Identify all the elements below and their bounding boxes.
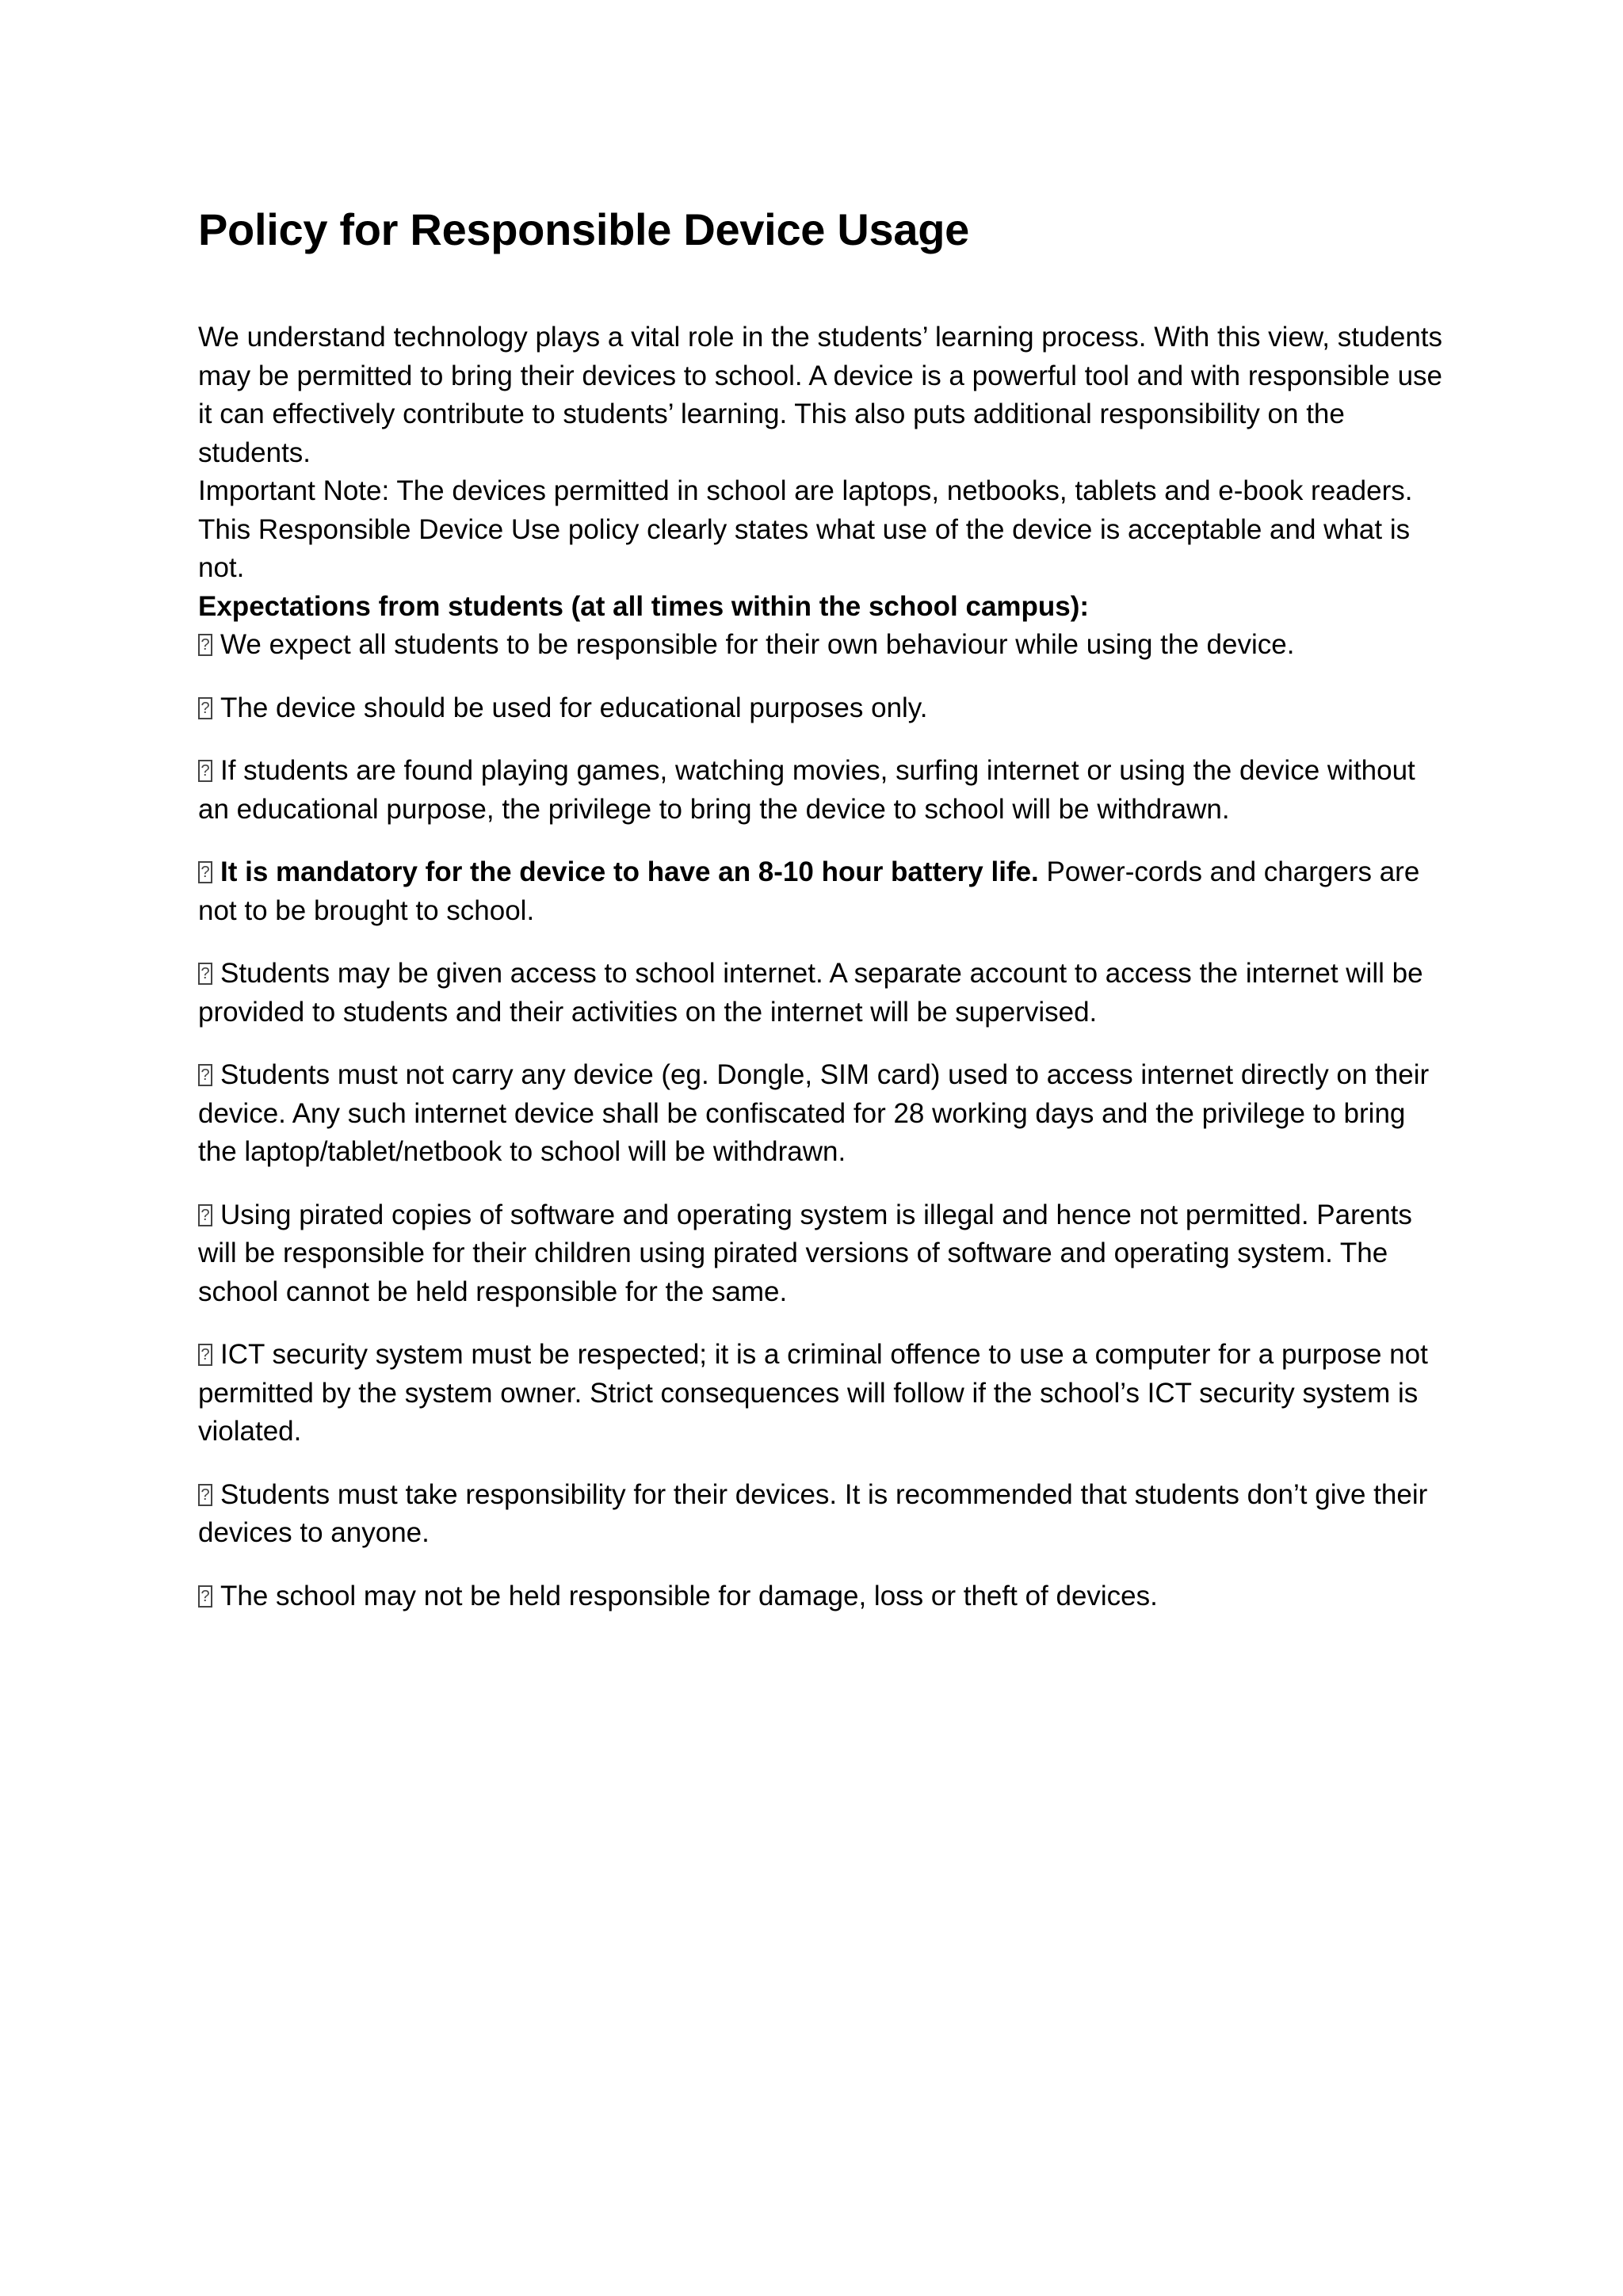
list-item-text: Using pirated copies of software and operating system is illegal and hence not permitted. Parents will be responsible for their children using pirated versions of software and operating system. The school cannot be held responsible for the same. [198,1199,1412,1307]
list-item-text: Power-cords and chargers are not to be brought to school. [198,856,1420,926]
missing-glyph-bullet-icon [198,1344,212,1366]
list-item-text: We expect all students to be responsible for their own behaviour while using the device. [220,629,1295,660]
list-item-text: The school may not be held responsible for damage, loss or theft of devices. [220,1580,1158,1611]
list-item-text: The device should be used for educational purposes only. [220,692,928,723]
list-item-text: Students must take responsibility for their devices. It is recommended that students don’t give their devices to anyone. [198,1478,1428,1548]
expectations-list [198,626,1450,1615]
intro-section [198,318,1450,588]
policy-statement: This Responsible Device Use policy clearly states what use of the device is acceptable and what is not. [198,513,1411,583]
list-item [198,1336,1450,1451]
list-item-text: ICT security system must be respected; it is a criminal offence to use a computer for a purpose not permitted by the system owner. Strict consequences will follow if the school’s ICT security system is violated. [198,1339,1428,1447]
list-item [198,1056,1450,1172]
intro-paragraph: We understand technology plays a vital role in the students’ learning process. With this view, students may be permitted to bring their devices to school. A device is a powerful tool and with responsible use it can effectively contribute to students’ learning. This also puts additional responsibility on the students. [198,322,1443,468]
page-title: Policy for Responsible Device Usage [198,204,969,254]
list-item-text: Students may be given access to school internet. A separate account to access the internet will be provided to students and their activities on the internet will be supervised. [198,958,1423,1028]
list-item [198,1476,1450,1553]
missing-glyph-bullet-icon [198,963,212,985]
list-item [198,1577,1450,1616]
list-item [198,853,1450,930]
missing-glyph-bullet-icon [198,861,212,883]
missing-glyph-bullet-icon [198,697,212,719]
list-item [198,955,1450,1032]
list-item-text: Students must not carry any device (eg. Dongle, SIM card) used to access internet directly on their device. Any such internet device shall be confiscated for 28 working days and the privilege to bring the laptop/tablet/netbook to school will be withdrawn. [198,1059,1430,1167]
missing-glyph-bullet-icon [198,760,212,782]
list-item [198,626,1450,665]
list-item-bold-text: It is mandatory for the device to have an 8-10 hour battery life. [220,856,1039,887]
list-item [198,1196,1450,1312]
missing-glyph-bullet-icon [198,1064,212,1086]
list-item [198,752,1450,829]
missing-glyph-bullet-icon [198,1585,212,1608]
list-item-text: If students are found playing games, watching movies, surfing internet or using the device without an educational purpose, the privilege to bring the device to school will be withdrawn. [198,755,1415,825]
list-item [198,689,1450,728]
missing-glyph-bullet-icon [198,634,212,656]
important-note: Important Note: The devices permitted in school are laptops, netbooks, tablets and e-book readers. [198,475,1413,506]
expectations-heading: Expectations from students (at all times within the school campus): [198,590,1090,622]
missing-glyph-bullet-icon [198,1204,212,1226]
missing-glyph-bullet-icon [198,1484,212,1506]
document-page [198,198,1450,1640]
